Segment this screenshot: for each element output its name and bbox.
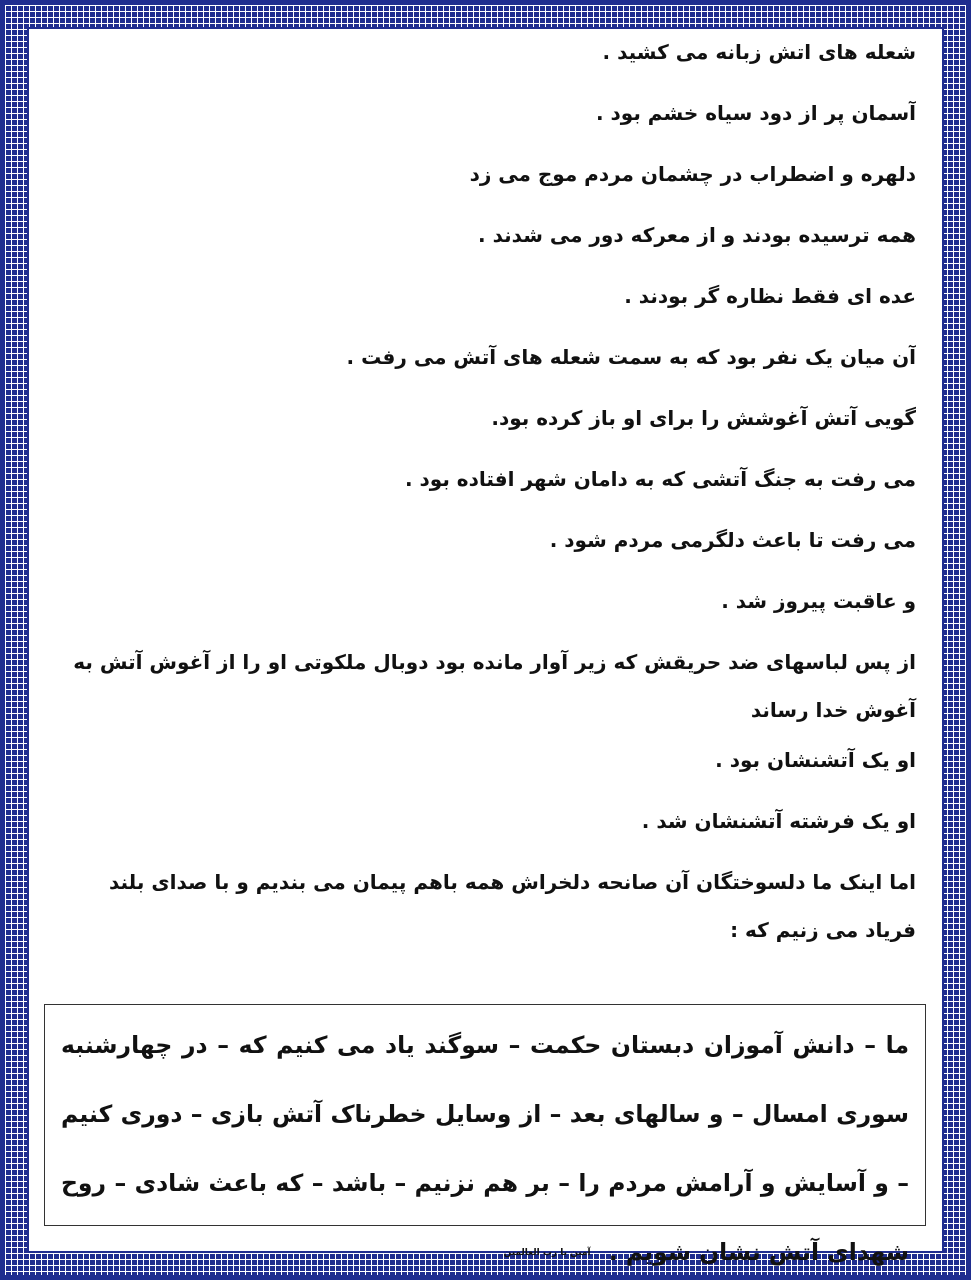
story-line: می رفت تا باعث دلگرمی مردم شود . [549,528,916,552]
amen-note: آمین یا رب العالمین [503,1248,591,1258]
oath-box [44,1004,926,1266]
story-line: آسمان پر از دود سیاه خشم بود . [595,101,916,125]
story-text [57,37,916,965]
oath-text: ما – دانش آموزان دبستان حکمت – سوگند یاد می کنیم که – در چهارشنبه سوری امسال – و سالهای بعد – از وسایل خطرناک آتش بازی – دوری کنیم – و آسایش و آرامش مردم را – بر هم نزنیم – باشد – که باعث شادی – روح شهدای آتش نشان شویم . [61,1031,909,1266]
page-body [27,27,944,1266]
story-line: او یک فرشته آتشنشان شد . [641,809,916,833]
story-line: همه ترسیده بودند و از معرکه دور می شدند . [478,223,916,247]
story-paragraph-pledge-intro: اما اینک ما دلسوختگان آن صانحه دلخراش همه باهم پیمان می بندیم و با صدای بلند فریاد می زنیم که : [108,870,916,942]
story-line: دلهره و اضطراب در چشمان مردم موج می زد [469,162,916,186]
story-paragraph-firefighter: از پس لباسهای ضد حریقش که زیر آوار مانده بود دوبال ملکوتی او را از آغوش آتش به آغوش خدا رساند [73,650,916,722]
story-line: و عاقبت پیروز شد . [721,589,916,613]
story-line: گویی آتش آغوشش را برای او باز کرده بود. [491,406,916,430]
story-line: عده ای فقط نظاره گر بودند . [624,284,916,308]
story-line: می رفت به جنگ آتشی که به دامان شهر افتاده بود . [404,467,916,491]
story-line: او یک آتشنشان بود . [715,748,916,772]
story-line: آن میان یک نفر بود که به سمت شعله های آتش می رفت . [346,345,916,369]
story-line: شعله های اتش زبانه می کشید . [602,40,916,64]
